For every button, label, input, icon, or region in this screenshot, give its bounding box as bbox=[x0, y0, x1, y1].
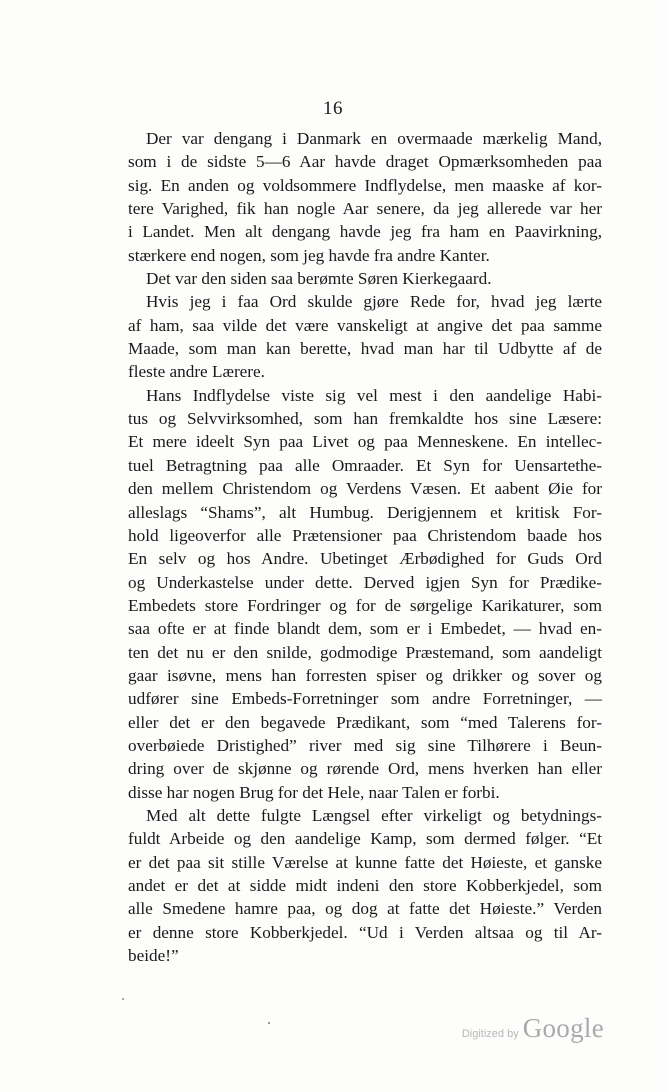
text-line: Et mere ideelt Syn paa Livet og paa Menneskene. En intellec- bbox=[128, 432, 602, 452]
text-line: er denne store Kobberkjedel. “Ud i Verden altsaa og til Ar- bbox=[128, 922, 602, 942]
text-line: ten det nu er den snilde, godmodige Præstemand, som aandeligt bbox=[128, 642, 602, 662]
text-line: hold ligeoverfor alle Prætensioner paa Christendom baade hos bbox=[128, 525, 602, 545]
text-line: sig. En anden og voldsommere Indflydelse, men maaske af kor- bbox=[128, 175, 602, 195]
body-text bbox=[128, 127, 602, 967]
text-line: tuel Betragtning paa alle Omraader. Et Syn for Uensartethe- bbox=[128, 455, 602, 475]
text-line: andet er det at sidde midt indeni den store Kobberkjedel, som bbox=[128, 876, 602, 895]
text-line: Der var dengang i Danmark en overmaade mærkelig Mand, bbox=[146, 129, 602, 148]
text-line: Hans Indflydelse viste sig vel mest i den aandelige Habi- bbox=[146, 385, 602, 405]
digitized-by-google-watermark bbox=[462, 1013, 604, 1044]
text-line: fleste andre Lærere. bbox=[128, 362, 265, 382]
page-number: 16 bbox=[323, 98, 343, 119]
text-line: stærkere end nogen, som jeg havde fra andre Kanter. bbox=[128, 245, 490, 265]
text-line: tus og Selvvirksomhed, som han fremkaldte hos sine Læsere: bbox=[128, 409, 602, 429]
text-line: saa ofte er at finde blandt dem, som er i Embedet, — hvad en- bbox=[128, 619, 602, 639]
text-line: Med alt dette fulgte Længsel efter virkeligt og betydnings- bbox=[146, 805, 602, 825]
text-line: gaar isøvne, mens han forresten spiser og drikker og sover og bbox=[128, 665, 602, 685]
scan-speck bbox=[268, 1022, 270, 1024]
text-line: i Landet. Men alt dengang havde jeg fra ham en Paavirkning, bbox=[128, 222, 602, 242]
text-line: er det paa sit stille Værelse at kunne fatte det Høieste, et ganske bbox=[128, 852, 602, 872]
text-line: udfører sine Embeds-Forretninger som andre Forretninger, — bbox=[128, 689, 602, 709]
text-line: fuldt Arbeide og den aandelige Kamp, som dermed følger. “Et bbox=[128, 829, 602, 849]
text-line: En selv og hos Andre. Ubetinget Ærbødighed for Guds Ord bbox=[128, 549, 602, 569]
google-logo: Google bbox=[522, 1013, 604, 1043]
text-line: som i de sidste 5—6 Aar havde draget Opmærksomheden paa bbox=[128, 152, 602, 172]
text-line: eller det er den begavede Prædikant, som “med Talerens for- bbox=[128, 712, 602, 732]
text-line: tere Varighed, fik han nogle Aar senere, da jeg allerede var her bbox=[128, 199, 602, 219]
text-line: den mellem Christendom og Verdens Væsen. Et aabent Øie for bbox=[128, 479, 602, 499]
text-line: Det var den siden saa berømte Søren Kierkegaard. bbox=[146, 269, 492, 289]
scan-speck bbox=[122, 998, 124, 1000]
text-line: Hvis jeg i faa Ord skulde gjøre Rede for, hvad jeg lærte bbox=[146, 292, 602, 312]
text-line: alleslags “Shams”, alt Humbug. Derigjennem et kritisk For- bbox=[128, 502, 602, 522]
text-line: overbøiede Dristighed” river med sig sine Tilhørere i Beun- bbox=[128, 735, 602, 755]
text-line: og Underkastelse under dette. Derved igjen Syn for Prædike- bbox=[128, 572, 602, 592]
text-line: disse har nogen Brug for det Hele, naar Talen er forbi. bbox=[128, 782, 500, 802]
text-line: dring over de skjønne og rørende Ord, mens hverken han eller bbox=[128, 759, 602, 779]
text-line: Embedets store Fordringer og for de sørgelige Karikaturer, som bbox=[128, 595, 602, 615]
text-line: beide!” bbox=[128, 946, 179, 966]
text-line: alle Smedene hamre paa, og dog at fatte det Høieste.” Verden bbox=[128, 899, 602, 919]
text-line: af ham, saa vilde det være vanskeligt at angive det paa samme bbox=[128, 315, 602, 335]
digitized-by-label: Digitized by bbox=[461, 1028, 519, 1040]
text-line: Maade, som man kan berette, hvad man har til Udbytte af de bbox=[128, 339, 602, 359]
